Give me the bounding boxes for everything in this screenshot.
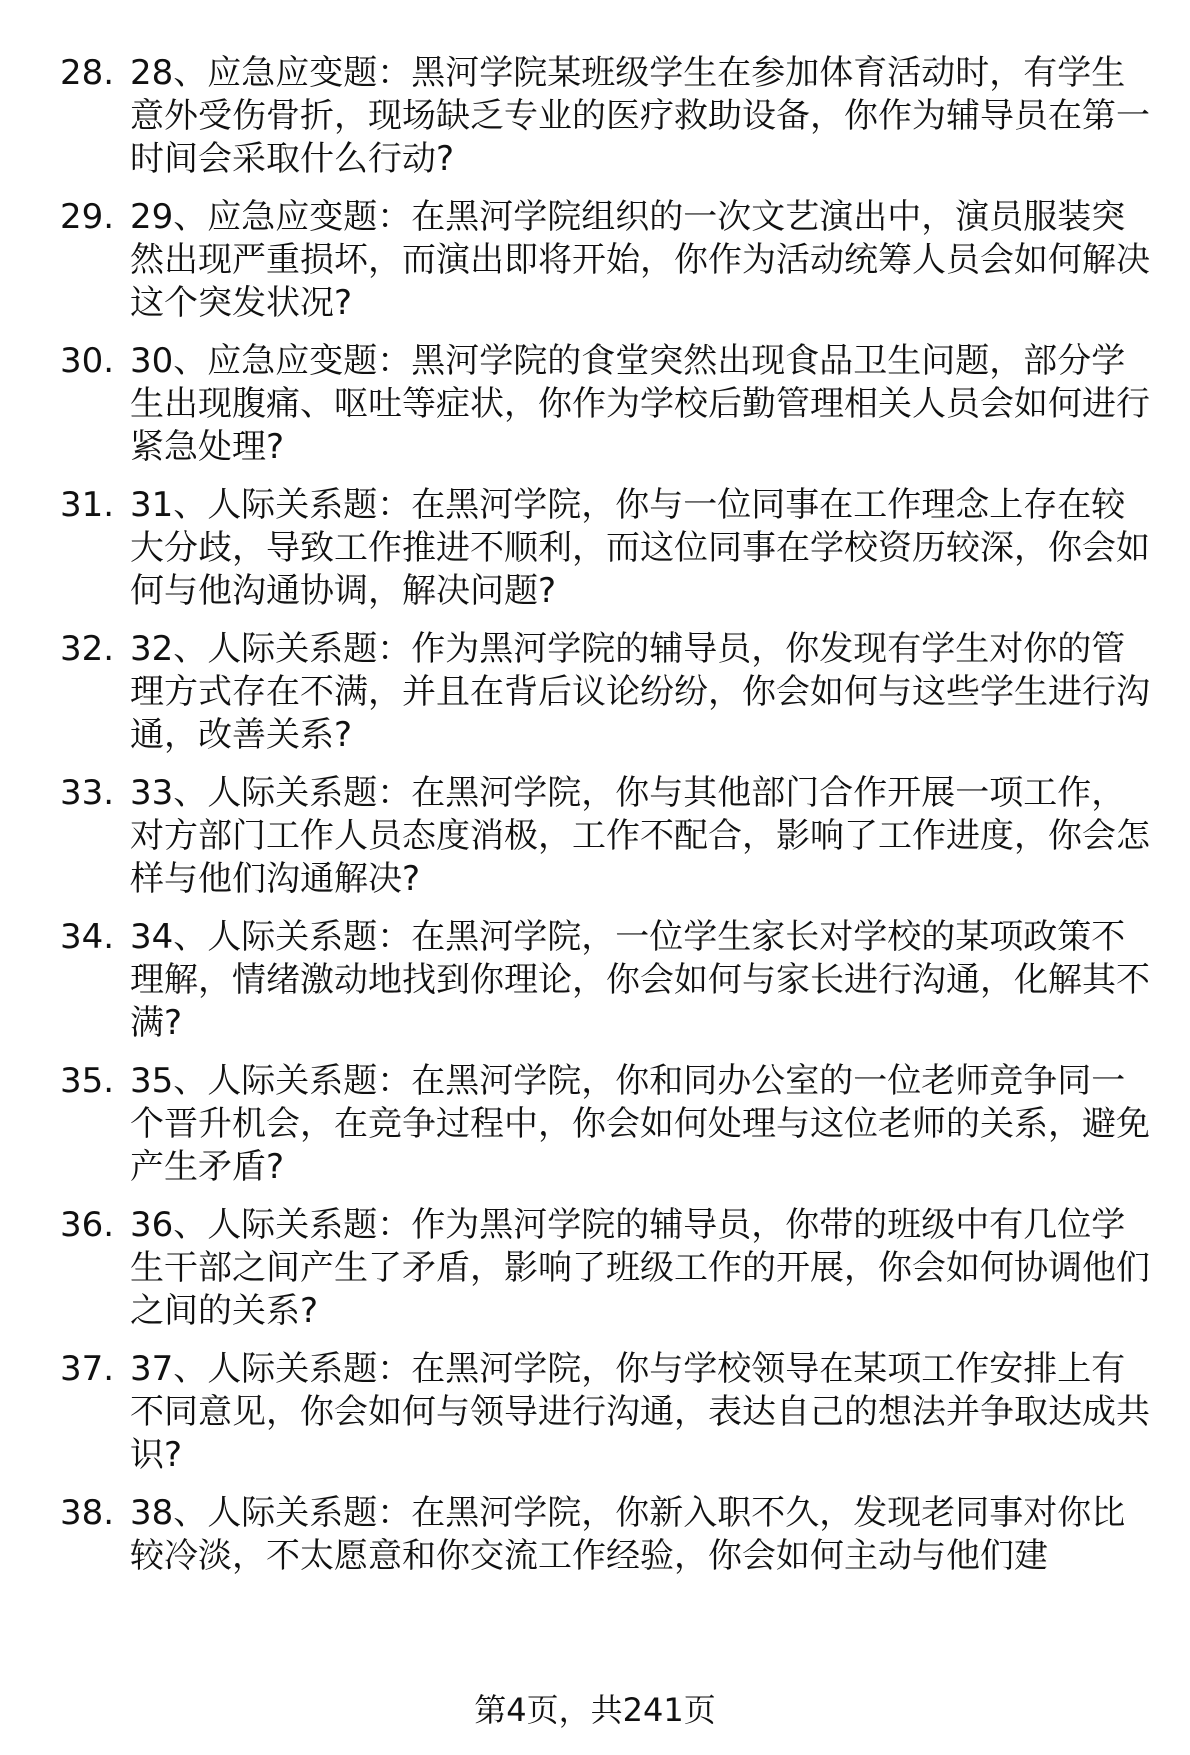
question-text: 34、人际关系题：在黑河学院，一位学生家长对学校的某项政策不理解，情绪激动地找到你理论，你会如何与家长进行沟通，化解其不满? — [130, 917, 1150, 1043]
question-item-38 — [60, 1492, 1150, 1578]
question-item-36 — [60, 1204, 1150, 1333]
question-text: 32、人际关系题：作为黑河学院的辅导员，你发现有学生对你的管理方式存在不满，并且在背后议论纷纷，你会如何与这些学生进行沟通，改善关系? — [130, 629, 1150, 755]
question-number: 28. — [60, 53, 115, 93]
question-text: 30、应急应变题：黑河学院的食堂突然出现食品卫生问题，部分学生出现腹痛、呕吐等症状，你作为学校后勤管理相关人员会如何进行紧急处理? — [130, 341, 1150, 467]
question-number: 31. — [60, 485, 115, 525]
question-item-31 — [60, 484, 1150, 613]
question-number: 32. — [60, 629, 115, 669]
question-text: 29、应急应变题：在黑河学院组织的一次文艺演出中，演员服装突然出现严重损坏，而演出即将开始，你作为活动统筹人员会如何解决这个突发状况? — [130, 197, 1150, 323]
question-item-35 — [60, 1060, 1150, 1189]
question-text: 35、人际关系题：在黑河学院，你和同办公室的一位老师竞争同一个晋升机会，在竞争过程中，你会如何处理与这位老师的关系，避免产生矛盾? — [130, 1061, 1150, 1187]
question-number: 33. — [60, 773, 115, 813]
question-number: 29. — [60, 197, 115, 237]
question-number: 37. — [60, 1349, 115, 1389]
question-item-30 — [60, 340, 1150, 469]
question-text: 33、人际关系题：在黑河学院，你与其他部门合作开展一项工作，对方部门工作人员态度消极，工作不配合，影响了工作进度，你会怎样与他们沟通解决? — [130, 773, 1150, 899]
question-item-29 — [60, 196, 1150, 325]
question-item-37 — [60, 1348, 1150, 1477]
question-number: 30. — [60, 341, 115, 381]
question-number: 36. — [60, 1205, 115, 1245]
question-text: 28、应急应变题：黑河学院某班级学生在参加体育活动时，有学生意外受伤骨折，现场缺乏专业的医疗救助设备，你作为辅导员在第一时间会采取什么行动? — [130, 53, 1150, 179]
question-list — [60, 52, 1150, 1593]
question-number: 38. — [60, 1493, 115, 1533]
question-item-34 — [60, 916, 1150, 1045]
question-item-33 — [60, 772, 1150, 901]
question-number: 34. — [60, 917, 115, 957]
page-footer: 第4页，共241页 — [474, 1691, 716, 1729]
question-text: 36、人际关系题：作为黑河学院的辅导员，你带的班级中有几位学生干部之间产生了矛盾，影响了班级工作的开展，你会如何协调他们之间的关系? — [130, 1205, 1150, 1331]
question-text: 38、人际关系题：在黑河学院，你新入职不久，发现老同事对你比较冷淡，不太愿意和你交流工作经验，你会如何主动与他们建 — [130, 1493, 1126, 1576]
question-item-32 — [60, 628, 1150, 757]
question-number: 35. — [60, 1061, 115, 1101]
question-item-28 — [60, 52, 1150, 181]
question-text: 31、人际关系题：在黑河学院，你与一位同事在工作理念上存在较大分歧，导致工作推进不顺利，而这位同事在学校资历较深，你会如何与他沟通协调，解决问题? — [130, 485, 1150, 611]
question-text: 37、人际关系题：在黑河学院，你与学校领导在某项工作安排上有不同意见，你会如何与领导进行沟通，表达自己的想法并争取达成共识? — [130, 1349, 1150, 1475]
